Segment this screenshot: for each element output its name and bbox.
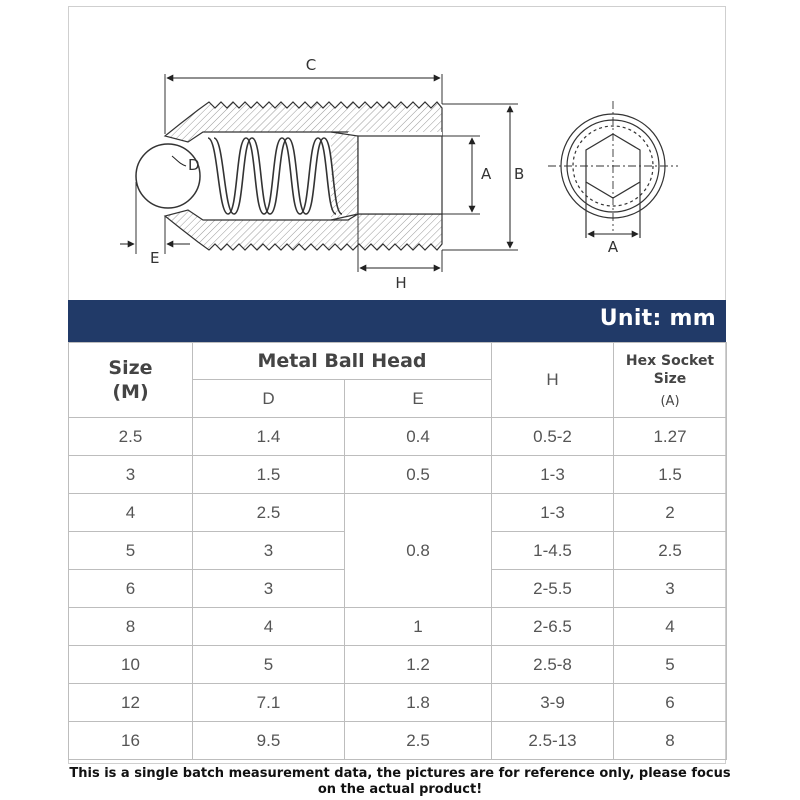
dim-label-c: C bbox=[305, 56, 317, 74]
table-row bbox=[69, 494, 727, 532]
header-hex-line2: Size bbox=[653, 370, 687, 387]
ball-icon bbox=[136, 144, 200, 208]
cell-hex: 1.5 bbox=[614, 456, 727, 494]
cell-d: 1.5 bbox=[193, 456, 345, 494]
cell-size: 3 bbox=[69, 456, 193, 494]
cell-size: 16 bbox=[69, 722, 193, 760]
header-size bbox=[69, 343, 193, 418]
cell-d: 2.5 bbox=[193, 494, 345, 532]
header-size-line2: (M) bbox=[112, 381, 149, 403]
cell-e-merged: 0.8 bbox=[345, 494, 492, 608]
cell-e: 1 bbox=[345, 608, 492, 646]
cell-d: 4 bbox=[193, 608, 345, 646]
ball-plunger-diagram bbox=[68, 6, 726, 300]
cell-d: 5 bbox=[193, 646, 345, 684]
table-row bbox=[69, 684, 727, 722]
cell-size: 5 bbox=[69, 532, 193, 570]
header-hex-line3: (A) bbox=[660, 393, 680, 409]
cell-e: 1.2 bbox=[345, 646, 492, 684]
table-row bbox=[69, 722, 727, 760]
cell-hex: 3 bbox=[614, 570, 727, 608]
cell-size: 2.5 bbox=[69, 418, 193, 456]
cell-h: 2.5-13 bbox=[492, 722, 614, 760]
cell-size: 4 bbox=[69, 494, 193, 532]
table-row bbox=[69, 456, 727, 494]
cell-size: 12 bbox=[69, 684, 193, 722]
cell-h: 1-3 bbox=[492, 456, 614, 494]
cell-size: 10 bbox=[69, 646, 193, 684]
cell-d: 1.4 bbox=[193, 418, 345, 456]
cell-hex: 2.5 bbox=[614, 532, 727, 570]
table-row bbox=[69, 418, 727, 456]
cell-hex: 6 bbox=[614, 684, 727, 722]
header-d: D bbox=[193, 380, 345, 418]
cell-e: 0.4 bbox=[345, 418, 492, 456]
header-row-1 bbox=[69, 343, 727, 380]
dim-label-b: B bbox=[514, 165, 525, 183]
header-h: H bbox=[492, 343, 614, 418]
header-hex-line1: Hex Socket bbox=[625, 352, 715, 369]
cell-hex: 2 bbox=[614, 494, 727, 532]
cell-h: 2.5-8 bbox=[492, 646, 614, 684]
unit-banner bbox=[68, 300, 726, 342]
cell-d: 9.5 bbox=[193, 722, 345, 760]
header-size-line1: Size bbox=[108, 357, 153, 379]
cell-e: 2.5 bbox=[345, 722, 492, 760]
cell-h: 0.5-2 bbox=[492, 418, 614, 456]
dim-label-d: D bbox=[188, 156, 200, 174]
cell-d: 7.1 bbox=[193, 684, 345, 722]
cell-hex: 4 bbox=[614, 608, 727, 646]
dim-label-a: A bbox=[481, 165, 492, 183]
header-hex-socket bbox=[614, 343, 727, 418]
header-e: E bbox=[345, 380, 492, 418]
cell-h: 1-4.5 bbox=[492, 532, 614, 570]
dim-label-e: E bbox=[150, 249, 160, 267]
spring-icon bbox=[208, 138, 342, 214]
disclaimer-footnote: This is a single batch measurement data, the pictures are for reference only, please focus on the actual product! bbox=[69, 766, 731, 797]
table-row bbox=[69, 646, 727, 684]
dim-label-end-a: A bbox=[607, 238, 619, 256]
cell-e: 1.8 bbox=[345, 684, 492, 722]
cell-d: 3 bbox=[193, 570, 345, 608]
cell-h: 3-9 bbox=[492, 684, 614, 722]
cell-h: 2-6.5 bbox=[492, 608, 614, 646]
cell-hex: 8 bbox=[614, 722, 727, 760]
cell-hex: 1.27 bbox=[614, 418, 727, 456]
cell-e: 0.5 bbox=[345, 456, 492, 494]
unit-label: Unit: mm bbox=[599, 306, 716, 331]
cell-d: 3 bbox=[193, 532, 345, 570]
lower-thread-wall bbox=[165, 210, 442, 250]
hex-socket-end-view-icon bbox=[548, 101, 678, 238]
cell-h: 1-3 bbox=[492, 494, 614, 532]
header-metal-ball-head: Metal Ball Head bbox=[193, 343, 492, 380]
cell-h: 2-5.5 bbox=[492, 570, 614, 608]
spec-table bbox=[68, 342, 727, 760]
cell-size: 8 bbox=[69, 608, 193, 646]
table-row bbox=[69, 608, 727, 646]
cell-hex: 5 bbox=[614, 646, 727, 684]
dim-label-h: H bbox=[395, 274, 407, 292]
cell-size: 6 bbox=[69, 570, 193, 608]
